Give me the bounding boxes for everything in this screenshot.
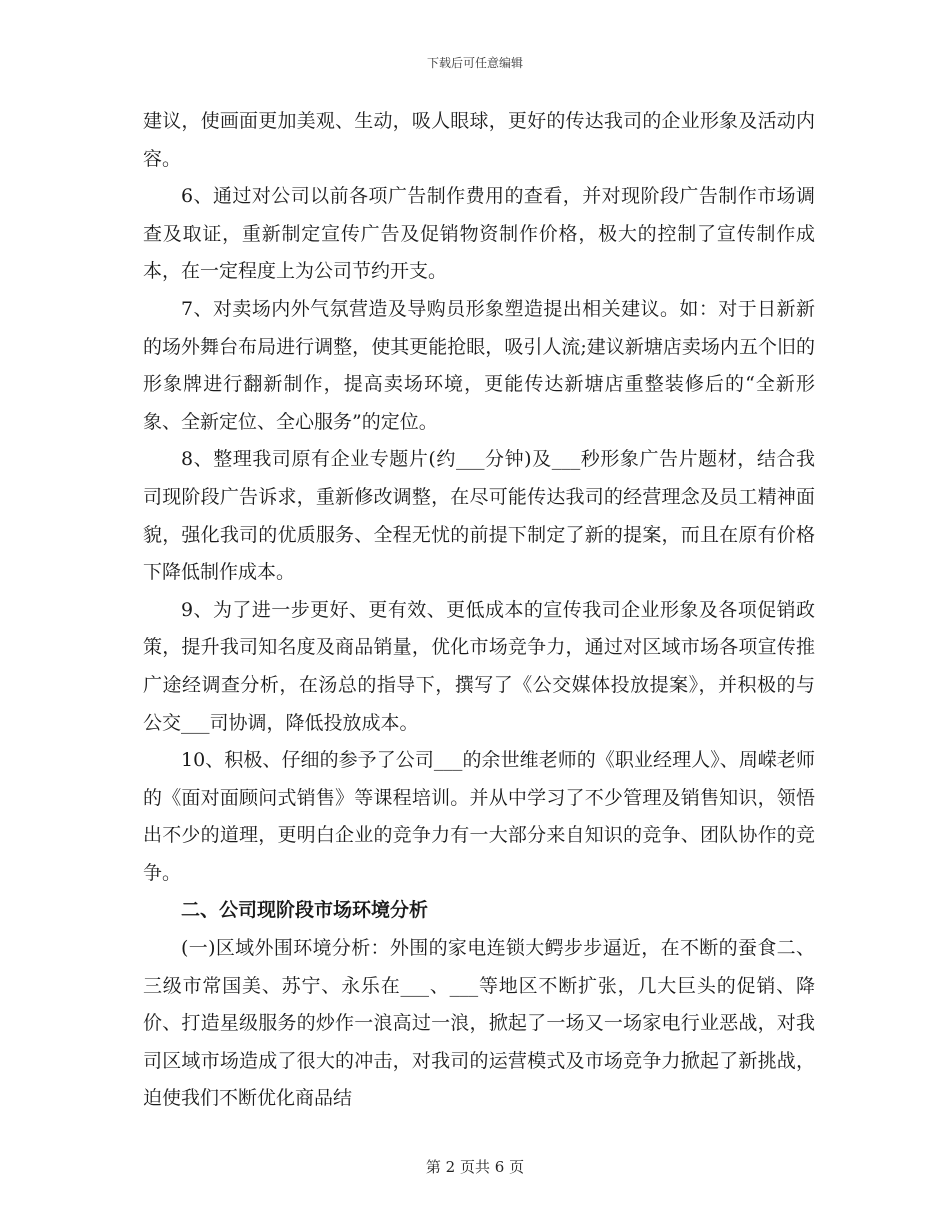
- paragraph-item-10: 10、积极、仔细的参予了公司___的余世维老师的《职业经理人》、周嵘老师的《面对面顾问式销售》等课程培训。并从中学习了不少管理及销售知识，领悟出不少的道理，更明白企业的竞争力有一大部分来自知识的竞争、团队协作的竞争。: [143, 749, 815, 884]
- document-body: [143, 103, 815, 1118]
- paragraph-1: 建议，使画面更加美观、生动，吸人眼球，更好的传达我司的企业形象及活动内容。: [143, 110, 815, 170]
- paragraph-item-7: 7、对卖场内外气氛营造及导购员形象塑造提出相关建议。如：对于日新新的场外舞台布局进行调整，使其更能抢眼，吸引人流;建议新塘店卖场内五个旧的形象牌进行翻新制作，提高卖场环境，更能传达新塘店重整装修后的“全新形象、全新定位、全心服务”的定位。: [143, 297, 815, 433]
- paragraph-item-6: 6、通过对公司以前各项广告制作费用的查看，并对现阶段广告制作市场调查及取证，重新制定宣传广告及促销物资制作价格，极大的控制了宣传制作成本，在一定程度上为公司节约开支。: [143, 185, 815, 283]
- paragraph-item-9: 9、为了进一步更好、更有效、更低成本的宣传我司企业形象及各项促销政策，提升我司知名度及商品销量，优化市场竞争力，通过对区域市场各项宣传推广途经调查分析，在汤总的指导下，撰写了《公交媒体投放提案》，并积极的与公交___司协调，降低投放成本。: [143, 598, 815, 734]
- section-heading: 二、公司现阶段市场环境分析: [181, 899, 429, 922]
- page-header: 下载后可任意编辑: [426, 56, 523, 70]
- paragraph-item-8: 8、整理我司原有企业专题片(约___分钟)及___秒形象广告片题材，结合我司现阶段广告诉求，重新修改调整，在尽可能传达我司的经营理念及员工精神面貌，强化我司的优质服务、全程无忧的前提下制定了新的提案，而且在原有价格下降低制作成本。: [143, 448, 815, 584]
- paragraph-region-analysis: (一)区域外围环境分析：外围的家电连锁大鳄步步逼近，在不断的蚕食二、三级市常国美、苏宁、永乐在___、___等地区不断扩张，几大巨头的促销、降价、打造星级服务的炒作一浪高过一浪，掀起了一场又一场家电行业恶战，对我司区域市场造成了很大的冲击，对我司的运营模式及市场竞争力掀起了新挑战，迫使我们不断优化商品结: [143, 937, 815, 1110]
- page-footer: 第 2 页共 6 页: [425, 1158, 525, 1176]
